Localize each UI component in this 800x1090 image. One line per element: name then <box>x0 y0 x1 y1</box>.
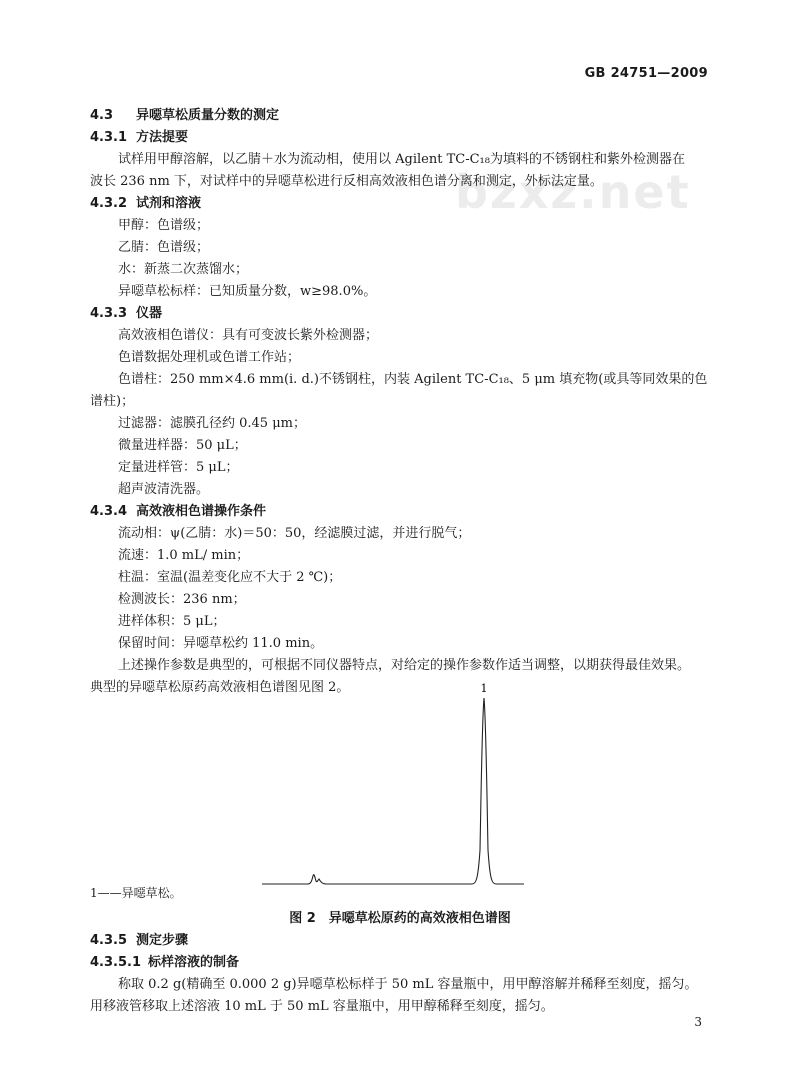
paragraph: 用移液管移取上述溶液 10 mL 于 50 mL 容量瓶中，用甲醇稀释至刻度，摇匀。 <box>90 999 554 1014</box>
chromatogram-trace <box>262 698 524 884</box>
list-item: 色谱数据处理机或色谱工作站； <box>118 350 301 365</box>
list-item: 超声波清洗器。 <box>118 482 210 497</box>
list-item: 过滤器：滤膜孔径约 0.45 μm； <box>118 416 306 431</box>
list-item: 流动相：ψ(乙腈：水)＝50：50，经滤膜过滤，并进行脱气； <box>118 526 471 541</box>
paragraph: 典型的异噁草松原药高效液相色谱图见图 2。 <box>90 680 350 695</box>
list-item: 流速：1.0 mL/ min； <box>118 548 250 563</box>
page-number: 3 <box>694 1015 702 1029</box>
list-item: 微量进样器：50 μL； <box>118 438 247 453</box>
section-heading: 4.3 异噁草松质量分数的测定 <box>90 108 280 123</box>
section-heading: 4.3.5.1 标样溶液的制备 <box>90 955 240 970</box>
list-item: 乙腈：色谱级； <box>118 240 210 255</box>
section-heading: 4.3.3 仪器 <box>90 306 163 321</box>
paragraph: 试样用甲醇溶解，以乙腈＋水为流动相，使用以 Agilent TC-C₁₈为填料的不锈钢柱和紫外检测器在 <box>118 152 685 167</box>
paragraph: 称取 0.2 g(精确至 0.000 2 g)异噁草松标样于 50 mL 容量瓶中，用甲醇溶解并稀释至刻度，摇匀。 <box>118 977 698 992</box>
section-heading: 4.3.1 方法提要 <box>90 130 189 145</box>
list-item: 水：新蒸二次蒸馏水； <box>118 262 249 277</box>
list-item: 甲醇：色谱级； <box>118 218 210 233</box>
standard-number: GB 24751—2009 <box>584 66 708 81</box>
section-heading: 4.3.5 测定步骤 <box>90 933 189 948</box>
chromatogram-figure <box>262 680 532 890</box>
section-heading: 4.3.2 试剂和溶液 <box>90 196 202 211</box>
list-item: 保留时间：异噁草松约 11.0 min。 <box>118 636 324 651</box>
section-heading: 4.3.4 高效液相色谱操作条件 <box>90 504 267 519</box>
list-item: 高效液相色谱仪：具有可变波长紫外检测器； <box>118 328 379 343</box>
watermark: bzxz.net <box>455 165 691 219</box>
figure-legend: 1——异噁草松。 <box>90 886 182 900</box>
paragraph: 波长 236 nm 下，对试样中的异噁草松进行反相高效液相色谱分离和测定，外标法定量。 <box>90 174 603 189</box>
list-item: 定量进样管：5 μL； <box>118 460 239 475</box>
peak-label: 1 <box>480 682 488 695</box>
list-item: 柱温：室温(温差变化应不大于 2 ℃)； <box>118 570 342 585</box>
figure-caption: 图 2 异噁草松原药的高效液相色谱图 <box>289 911 511 926</box>
list-item: 异噁草松标样：已知质量分数，w≥98.0%。 <box>118 284 377 299</box>
list-item: 谱柱)； <box>90 394 135 409</box>
paragraph: 上述操作参数是典型的，可根据不同仪器特点，对给定的操作参数作适当调整，以期获得最佳效果。 <box>118 658 691 673</box>
list-item: 检测波长：236 nm； <box>118 592 246 607</box>
list-item: 进样体积：5 μL； <box>118 614 226 629</box>
list-item: 色谱柱：250 mm×4.6 mm(i. d.)不锈钢柱，内装 Agilent TC-C₁₈、5 μm 填充物(或具等同效果的色 <box>118 372 708 387</box>
